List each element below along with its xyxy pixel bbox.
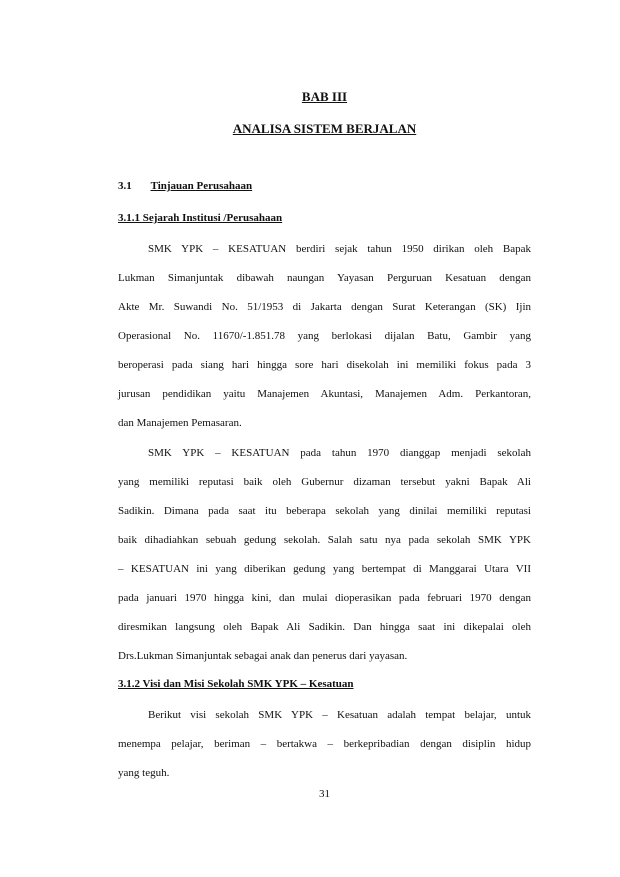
paragraph-line: Berikut visi sekolah SMK YPK – Kesatuan adalah tempat belajar, untuk xyxy=(148,709,531,721)
chapter-title: ANALISA SISTEM BERJALAN xyxy=(232,121,417,136)
paragraph-line: Sadikin. Dimana pada saat itu beberapa sekolah yang dinilai memiliki reputasi xyxy=(118,505,531,517)
paragraph-line: diresmikan langsung oleh Bapak Ali Sadikin. Dan hingga saat ini dikepalai oleh xyxy=(118,621,531,633)
paragraph-line: – KESATUAN ini yang diberikan gedung yang bertempat di Manggarai Utara VII xyxy=(118,563,531,575)
paragraph-line: Operasional No. 11670/-1.851.78 yang berlokasi dijalan Batu, Gambir yang xyxy=(118,330,531,342)
chapter-label: BAB III xyxy=(301,89,348,104)
page-number: 31 xyxy=(319,788,330,800)
subsection-title-1: 3.1.1 Sejarah Institusi /Perusahaan xyxy=(118,212,283,224)
section-heading xyxy=(118,180,252,192)
paragraph-line: pada januari 1970 hingga kini, dan mulai dioperasikan pada februari 1970 dengan xyxy=(118,592,531,604)
paragraph-history xyxy=(118,235,531,438)
paragraph-line: yang memiliki reputasi baik oleh Gubernur dizaman tersebut yakni Bapak Ali xyxy=(118,476,531,488)
paragraph-line: Lukman Simanjuntak dibawah naungan Yayasan Perguruan Kesatuan dengan xyxy=(118,272,531,284)
paragraph-line: Drs.Lukman Simanjuntak sebagai anak dan penerus dari yayasan. xyxy=(118,650,408,662)
paragraph-line: SMK YPK – KESATUAN berdiri sejak tahun 1950 dirikan oleh Bapak xyxy=(148,243,531,255)
paragraph-line: beroperasi pada siang hari hingga sore hari disekolah ini memiliki fokus pada 3 xyxy=(118,359,531,371)
paragraph-line: dan Manajemen Pemasaran. xyxy=(118,417,242,429)
subsection-heading-2 xyxy=(118,678,354,690)
paragraph-building xyxy=(118,439,531,671)
paragraph-line: jurusan pendidikan yaitu Manajemen Akuntasi, Manajemen Adm. Perkantoran, xyxy=(118,388,531,400)
paragraph-line: yang teguh. xyxy=(118,767,170,779)
paragraph-vision xyxy=(118,701,531,788)
paragraph-line: menempa pelajar, beriman – bertakwa – berkepribadian dengan disiplin hidup xyxy=(118,738,531,750)
section-title: Tinjauan Perusahaan xyxy=(150,180,253,192)
paragraph-line: baik dihadiahkan sebuah gedung sekolah. Salah satu nya pada sekolah SMK YPK xyxy=(118,534,531,546)
paragraph-line: Akte Mr. Suwandi No. 51/1953 di Jakarta dengan Surat Keterangan (SK) Ijin xyxy=(118,301,531,313)
section-number: 3.1 xyxy=(118,180,132,192)
subsection-title-2: 3.1.2 Visi dan Misi Sekolah SMK YPK – Kesatuan xyxy=(118,678,354,690)
paragraph-line: SMK YPK – KESATUAN pada tahun 1970 dianggap menjadi sekolah xyxy=(148,447,531,459)
subsection-heading-1 xyxy=(118,212,282,224)
